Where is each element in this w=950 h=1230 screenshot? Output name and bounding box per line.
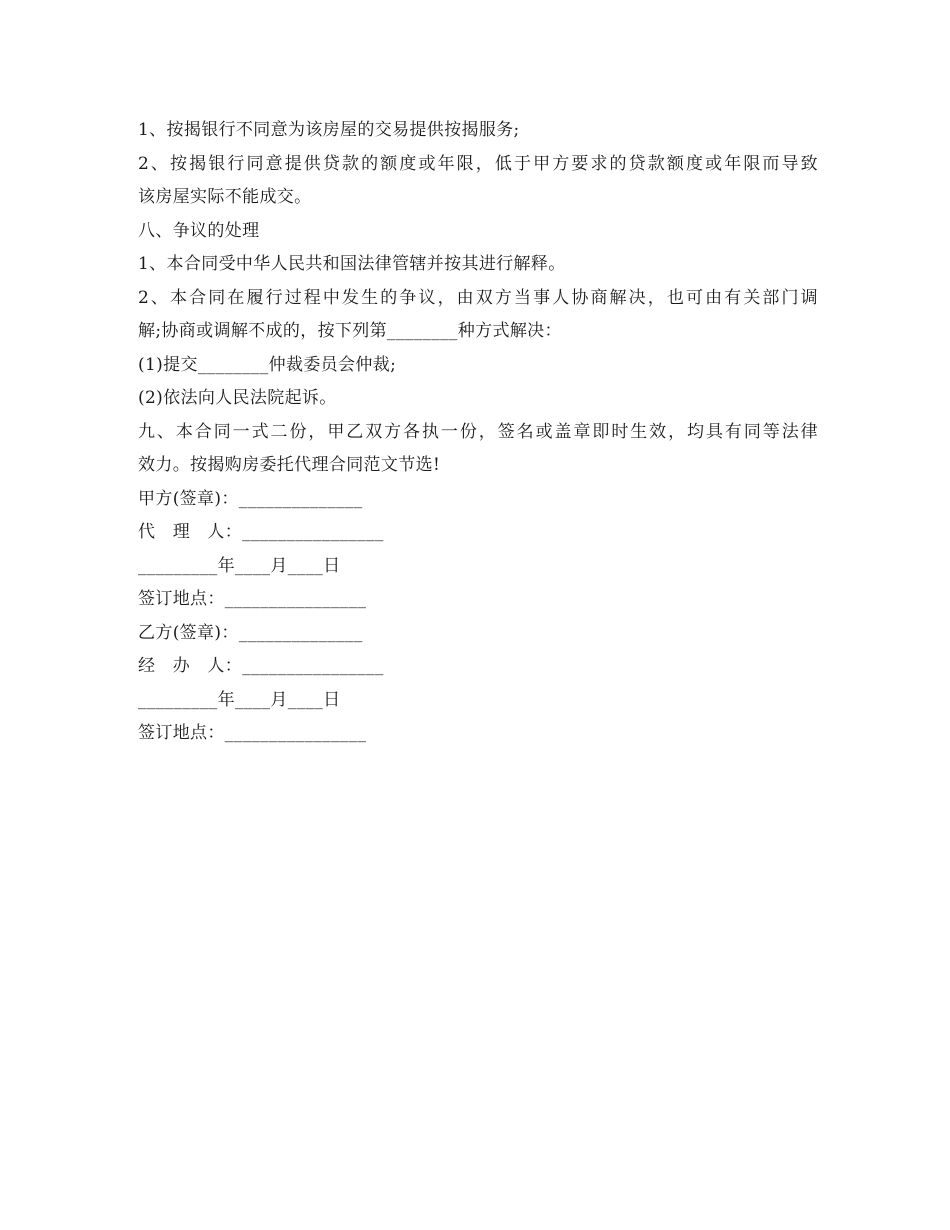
signing-location-field: 签订地点：________________	[138, 589, 367, 609]
section-heading: 八、争议的处理	[138, 220, 260, 241]
clause-line: (1)提交________仲裁委员会仲裁;	[138, 354, 397, 375]
clause-line: 2、按揭银行同意提供贷款的额度或年限，低于甲方要求的贷款额度或年限而导致	[138, 153, 818, 174]
signature-field-handler: 经 办 人：________________	[138, 656, 384, 676]
section-heading: 九、本合同一式二份，甲乙双方各执一份，签名或盖章即时生效，均具有同等法律	[138, 421, 818, 442]
clause-line: 效力。按揭购房委托代理合同范文节选!	[138, 455, 441, 475]
clause-line: 解;协商或调解不成的，按下列第________种方式解决：	[138, 321, 562, 341]
signature-field-agent: 代 理 人：________________	[138, 522, 384, 542]
signing-location-field: 签订地点：________________	[138, 723, 367, 743]
contract-text	[138, 114, 818, 751]
clause-line: 1、按揭银行不同意为该房屋的交易提供按揭服务;	[138, 120, 520, 140]
clause-line: 该房屋实际不能成交。	[138, 187, 312, 207]
signature-field-party-a: 甲方(签章)：______________	[138, 488, 363, 509]
clause-line: 1、本合同受中华人民共和国法律管辖并按其进行解释。	[138, 254, 566, 274]
signature-field-party-b: 乙方(签章)：______________	[138, 622, 363, 643]
date-field: _________年____月____日	[138, 555, 341, 576]
clause-line: (2)依法向人民法院起诉。	[138, 388, 337, 408]
date-field: _________年____月____日	[138, 689, 341, 710]
clause-line: 2、本合同在履行过程中发生的争议，由双方当事人协商解决，也可由有关部门调	[138, 287, 818, 308]
